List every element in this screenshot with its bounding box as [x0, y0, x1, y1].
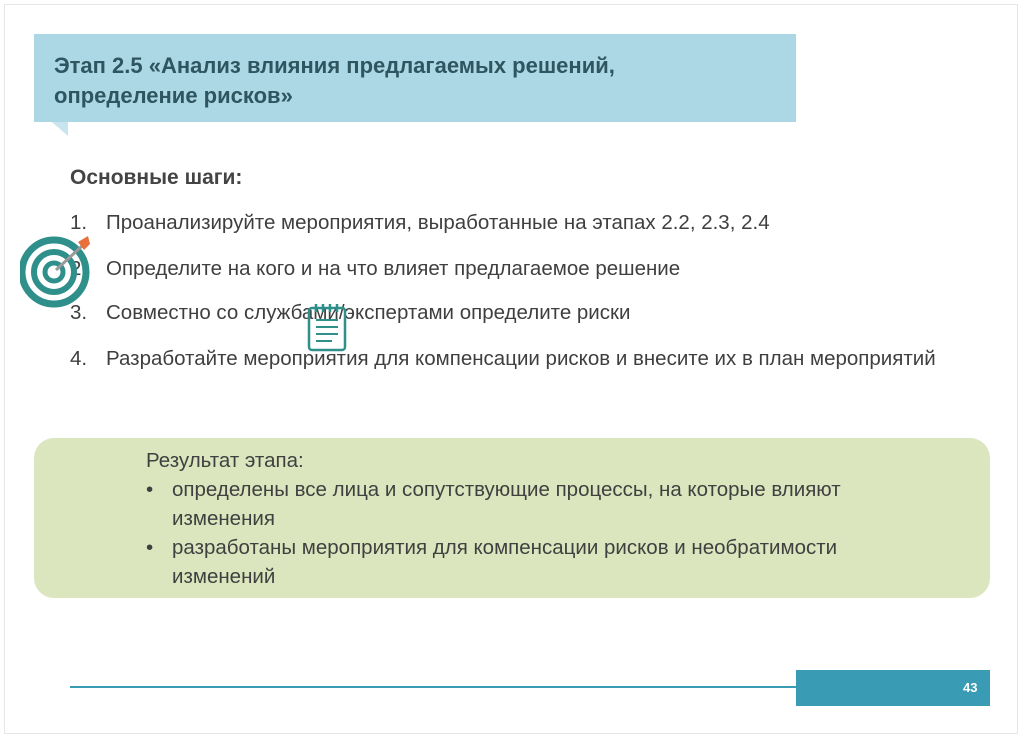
- step-number: 4.: [70, 347, 88, 370]
- step-text: Проанализируйте мероприятия, выработанные на этапах 2.2, 2.3, 2.4: [106, 211, 770, 234]
- page-title-line-2: определение рисков»: [54, 83, 293, 108]
- bullet-icon: •: [146, 536, 154, 559]
- step-item-2: [70, 254, 970, 283]
- page-number-badge: [796, 670, 990, 706]
- result-list: [146, 475, 990, 591]
- footer-divider: [70, 686, 796, 688]
- step-text: Разработайте мероприятия для компенсации рисков и внесите их в план мероприятий: [106, 347, 936, 370]
- step-text: Совместно со службами/экспертами определите риски: [106, 301, 631, 324]
- steps-heading: Основные шаги:: [70, 166, 243, 189]
- result-panel: [34, 438, 990, 598]
- bullet-icon: •: [146, 478, 154, 501]
- result-heading: Результат этапа:: [146, 449, 304, 472]
- step-text: Определите на кого и на что влияет предлагаемое решение: [106, 257, 681, 280]
- page-number: 43: [963, 680, 978, 695]
- result-item: [146, 475, 912, 533]
- page-title: [54, 51, 796, 111]
- step-number: 1.: [70, 211, 88, 234]
- title-banner-tail: [52, 122, 68, 136]
- step-item-4: [70, 344, 970, 373]
- page-title-line-1: Этап 2.5 «Анализ влияния предлагаемых решений,: [54, 53, 615, 78]
- step-item-3: [70, 298, 970, 327]
- target-icon: [20, 232, 96, 308]
- result-item: [146, 533, 912, 591]
- notepad-icon: [305, 302, 351, 354]
- title-banner: [34, 34, 796, 122]
- result-item-text: разработаны мероприятия для компенсации рисков и необратимости изменений: [172, 536, 838, 588]
- step-number: 2.: [70, 257, 88, 280]
- step-number: 3.: [70, 301, 88, 324]
- step-item-1: [70, 208, 970, 237]
- result-item-text: определены все лица и сопутствующие процессы, на которые влияют изменения: [172, 478, 841, 530]
